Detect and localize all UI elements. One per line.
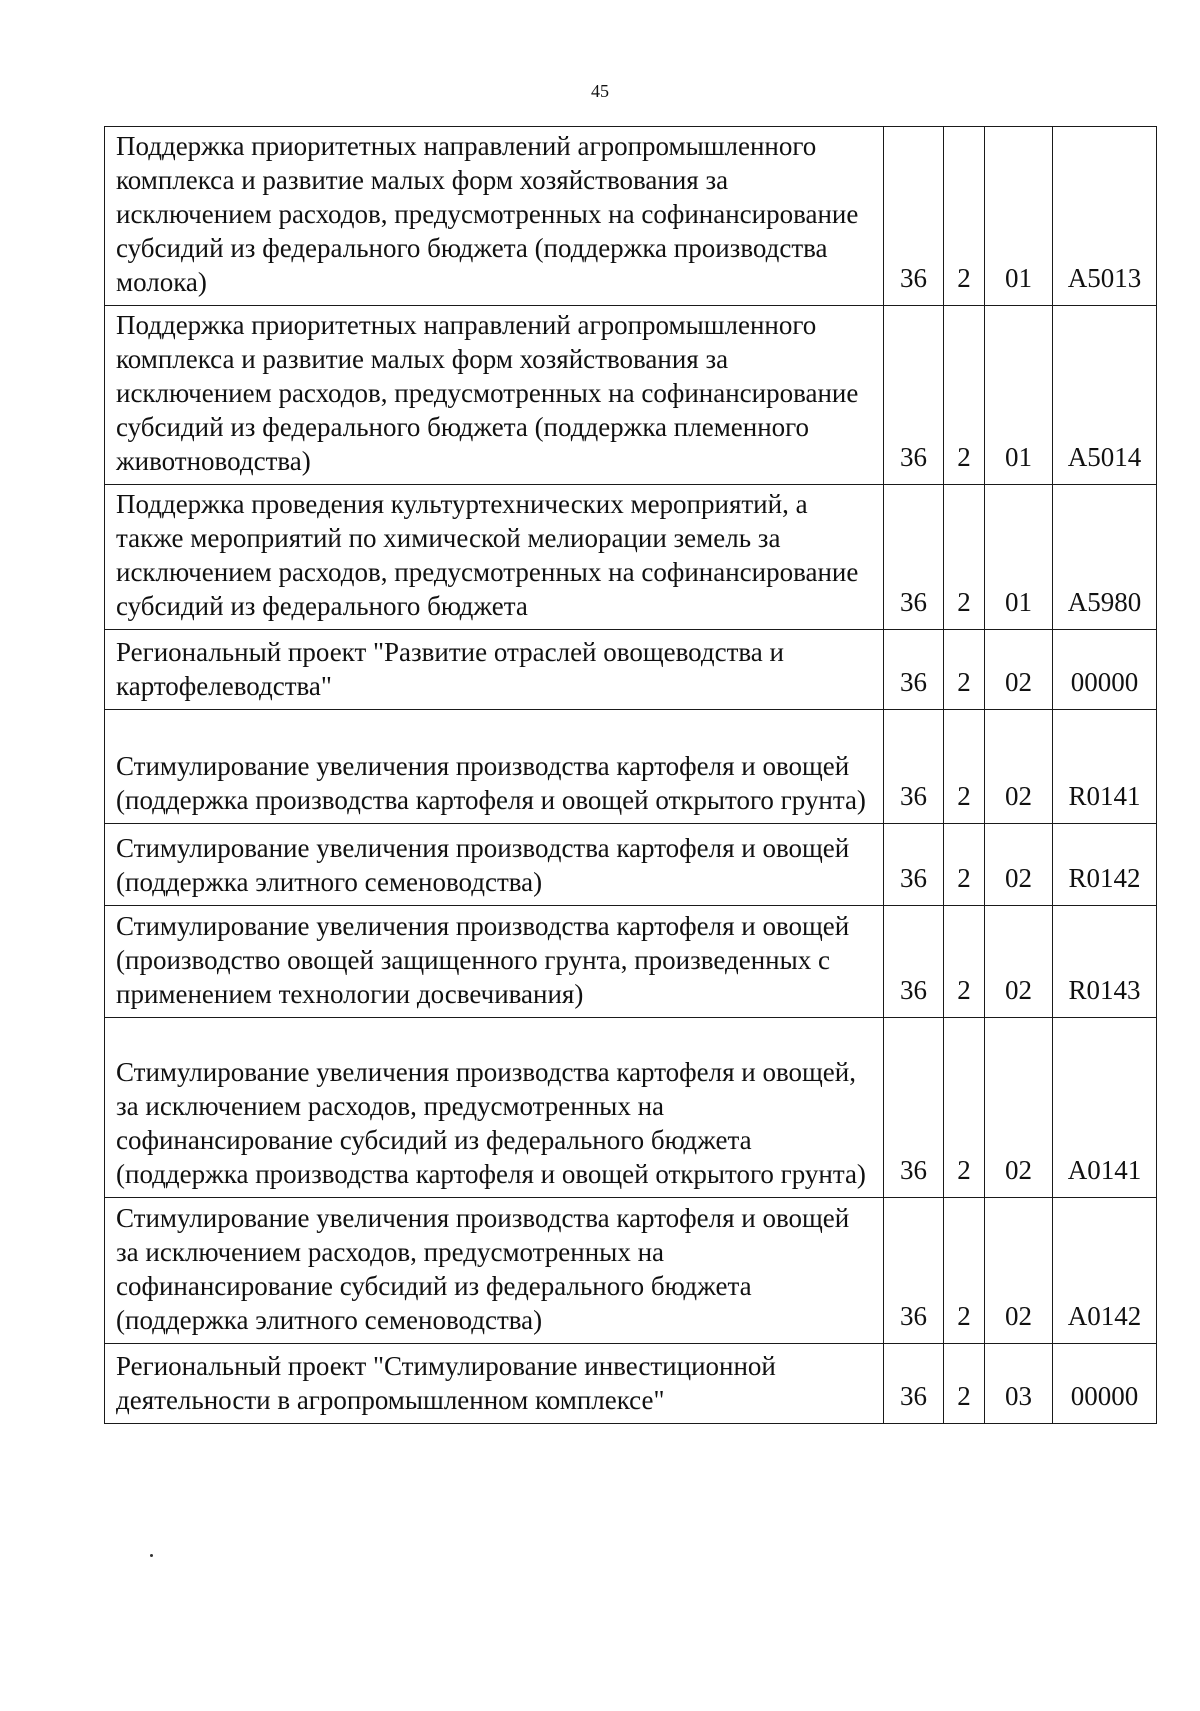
program-code: 36 [884, 1018, 944, 1198]
direction-code: 00000 [1053, 630, 1157, 710]
main-activity-code: 02 [985, 710, 1053, 824]
program-code: 36 [884, 127, 944, 306]
expense-description: Стимулирование увеличения производства картофеля и овощей (производство овощей защищенного грунта, произведенных с применением технологии досвечивания) [105, 906, 884, 1018]
direction-code: 00000 [1053, 1344, 1157, 1424]
main-activity-code: 03 [985, 1344, 1053, 1424]
expense-description: Стимулирование увеличения производства картофеля и овощей (поддержка элитного семеноводства) [105, 824, 884, 906]
subprogram-code: 2 [944, 1198, 985, 1344]
program-code: 36 [884, 1344, 944, 1424]
scan-speck [150, 1554, 153, 1557]
budget-classification-table [104, 126, 1157, 1424]
table-body [105, 127, 1157, 1424]
main-activity-code: 01 [985, 485, 1053, 630]
main-activity-code: 02 [985, 1198, 1053, 1344]
direction-code: А5014 [1053, 306, 1157, 485]
subprogram-code: 2 [944, 306, 985, 485]
table-row [105, 630, 1157, 710]
expense-description: Поддержка проведения культуртехнических мероприятий, а также мероприятий по химической мелиорации земель за исключением расходов, предусмотренных на софинансирование субсидий из федерального бюджета [105, 485, 884, 630]
program-code: 36 [884, 306, 944, 485]
subprogram-code: 2 [944, 824, 985, 906]
table-row [105, 1018, 1157, 1198]
direction-code: R0141 [1053, 710, 1157, 824]
expense-description: Стимулирование увеличения производства картофеля и овощей (поддержка производства картофеля и овощей открытого грунта) [105, 710, 884, 824]
direction-code: А5980 [1053, 485, 1157, 630]
direction-code: А5013 [1053, 127, 1157, 306]
subprogram-code: 2 [944, 1018, 985, 1198]
program-code: 36 [884, 710, 944, 824]
page-number: 45 [591, 81, 609, 101]
table-row [105, 127, 1157, 306]
main-activity-code: 01 [985, 127, 1053, 306]
subprogram-code: 2 [944, 127, 985, 306]
expense-description: Региональный проект "Развитие отраслей овощеводства и картофелеводства" [105, 630, 884, 710]
program-code: 36 [884, 1198, 944, 1344]
subprogram-code: 2 [944, 630, 985, 710]
subprogram-code: 2 [944, 906, 985, 1018]
main-activity-code: 02 [985, 906, 1053, 1018]
table-row [105, 906, 1157, 1018]
table-row [105, 485, 1157, 630]
table-row [105, 306, 1157, 485]
direction-code: R0143 [1053, 906, 1157, 1018]
main-activity-code: 01 [985, 306, 1053, 485]
table-row [105, 1198, 1157, 1344]
subprogram-code: 2 [944, 710, 985, 824]
table-row [105, 710, 1157, 824]
program-code: 36 [884, 630, 944, 710]
expense-description: Поддержка приоритетных направлений агропромышленного комплекса и развитие малых форм хозяйствования за исключением расходов, предусмотренных на софинансирование субсидий из федерального бюджета (поддержка племенного животноводства) [105, 306, 884, 485]
program-code: 36 [884, 906, 944, 1018]
subprogram-code: 2 [944, 485, 985, 630]
expense-description: Стимулирование увеличения производства картофеля и овощей за исключением расходов, предусмотренных на софинансирование субсидий из федерального бюджета (поддержка элитного семеноводства) [105, 1198, 884, 1344]
direction-code: А0141 [1053, 1018, 1157, 1198]
program-code: 36 [884, 485, 944, 630]
table-row [105, 1344, 1157, 1424]
main-activity-code: 02 [985, 1018, 1053, 1198]
main-activity-code: 02 [985, 824, 1053, 906]
expense-description: Поддержка приоритетных направлений агропромышленного комплекса и развитие малых форм хозяйствования за исключением расходов, предусмотренных на софинансирование субсидий из федерального бюджета (поддержка производства молока) [105, 127, 884, 306]
expense-description: Региональный проект "Стимулирование инвестиционной деятельности в агропромышленном комплексе" [105, 1344, 884, 1424]
main-activity-code: 02 [985, 630, 1053, 710]
direction-code: А0142 [1053, 1198, 1157, 1344]
table-row [105, 824, 1157, 906]
program-code: 36 [884, 824, 944, 906]
expense-description: Стимулирование увеличения производства картофеля и овощей, за исключением расходов, предусмотренных на софинансирование субсидий из федерального бюджета (поддержка производства картофеля и овощей открытого грунта) [105, 1018, 884, 1198]
subprogram-code: 2 [944, 1344, 985, 1424]
direction-code: R0142 [1053, 824, 1157, 906]
